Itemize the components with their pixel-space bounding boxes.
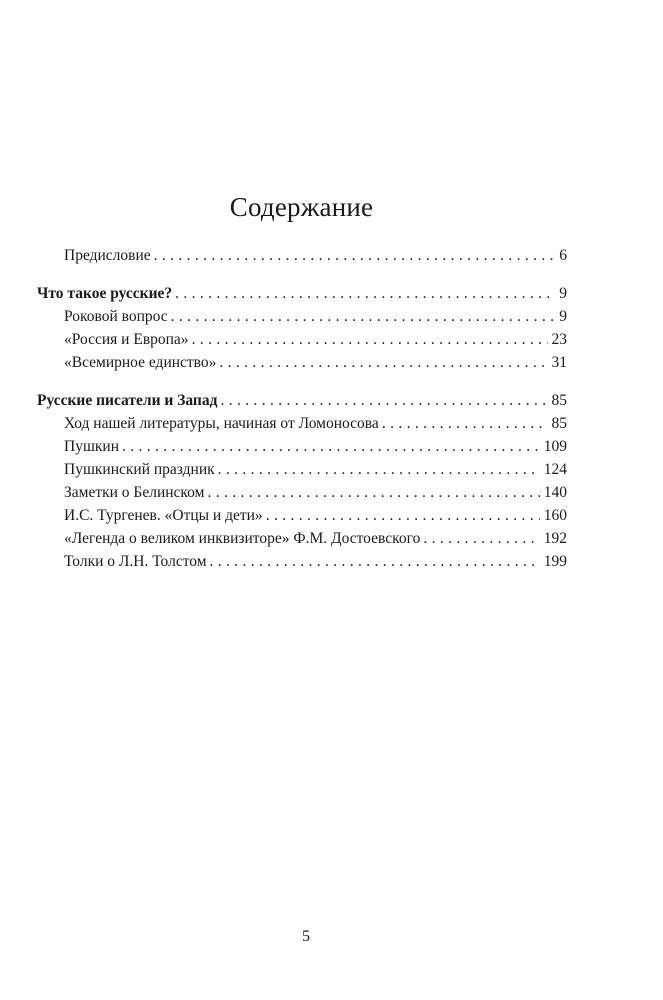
toc-entry-label: Роковой вопрос <box>64 308 168 325</box>
toc-entry <box>37 244 567 267</box>
toc-entry-page: 9 <box>559 285 567 302</box>
dot-leader <box>219 351 547 374</box>
toc-section-label: Русские писатели и Запад <box>37 392 218 409</box>
dot-leader <box>218 458 540 481</box>
toc-entry-label: Пушкинский праздник <box>64 461 215 478</box>
dot-leader <box>207 481 539 504</box>
toc-entry <box>37 305 567 328</box>
toc-entry-page: 6 <box>559 247 567 264</box>
toc-entry <box>37 458 567 481</box>
toc-entry-label: «Всемирное единство» <box>64 354 217 371</box>
toc-entry-page: 192 <box>543 530 567 547</box>
page-title: Содержание <box>229 192 374 222</box>
dot-leader <box>266 504 540 527</box>
toc-entry-page: 160 <box>543 507 567 524</box>
page-number: 5 <box>302 928 310 945</box>
dot-leader <box>423 527 539 550</box>
dot-leader <box>192 328 548 351</box>
dot-leader <box>171 305 556 328</box>
toc-entry <box>37 328 567 351</box>
toc-entry <box>37 504 567 527</box>
toc-entry-label: «Россия и Европа» <box>64 331 189 348</box>
dot-leader <box>154 244 556 267</box>
toc-entry-label: Ход нашей литературы, начиная от Ломоносова <box>64 415 379 432</box>
toc-section <box>37 282 567 305</box>
toc-entry <box>37 412 567 435</box>
toc-entry-page: 9 <box>559 308 567 325</box>
toc-entry <box>37 550 567 573</box>
toc-entry-label: «Легенда о великом инквизиторе» Ф.М. Достоевского <box>64 530 421 547</box>
dot-leader <box>220 389 547 412</box>
toc-entry-page: 199 <box>543 553 567 570</box>
dot-leader <box>382 412 548 435</box>
toc-entry-page: 85 <box>551 415 567 432</box>
toc-entry-label: Толки о Л.Н. Толстом <box>64 553 207 570</box>
dot-leader <box>122 435 540 458</box>
table-of-contents <box>37 244 567 573</box>
toc-entry-page: 85 <box>551 392 567 409</box>
toc-entry <box>37 435 567 458</box>
toc-entry <box>37 351 567 374</box>
toc-entry-label: Заметки о Белинском <box>64 484 205 501</box>
toc-entry-page: 31 <box>551 354 567 371</box>
toc-entry <box>37 527 567 550</box>
toc-entry-label: И.С. Тургенев. «Отцы и дети» <box>64 507 263 524</box>
toc-entry-label: Пушкин <box>64 438 119 455</box>
dot-leader <box>175 282 555 305</box>
toc-section-label: Что такое русские? <box>37 285 173 302</box>
dot-leader <box>210 550 540 573</box>
toc-section <box>37 389 567 412</box>
toc-entry <box>37 481 567 504</box>
toc-entry-page: 140 <box>543 484 567 501</box>
toc-entry-label: Предисловие <box>64 247 151 264</box>
toc-entry-page: 109 <box>543 438 567 455</box>
toc-entry-page: 124 <box>543 461 567 478</box>
toc-entry-page: 23 <box>551 331 567 348</box>
